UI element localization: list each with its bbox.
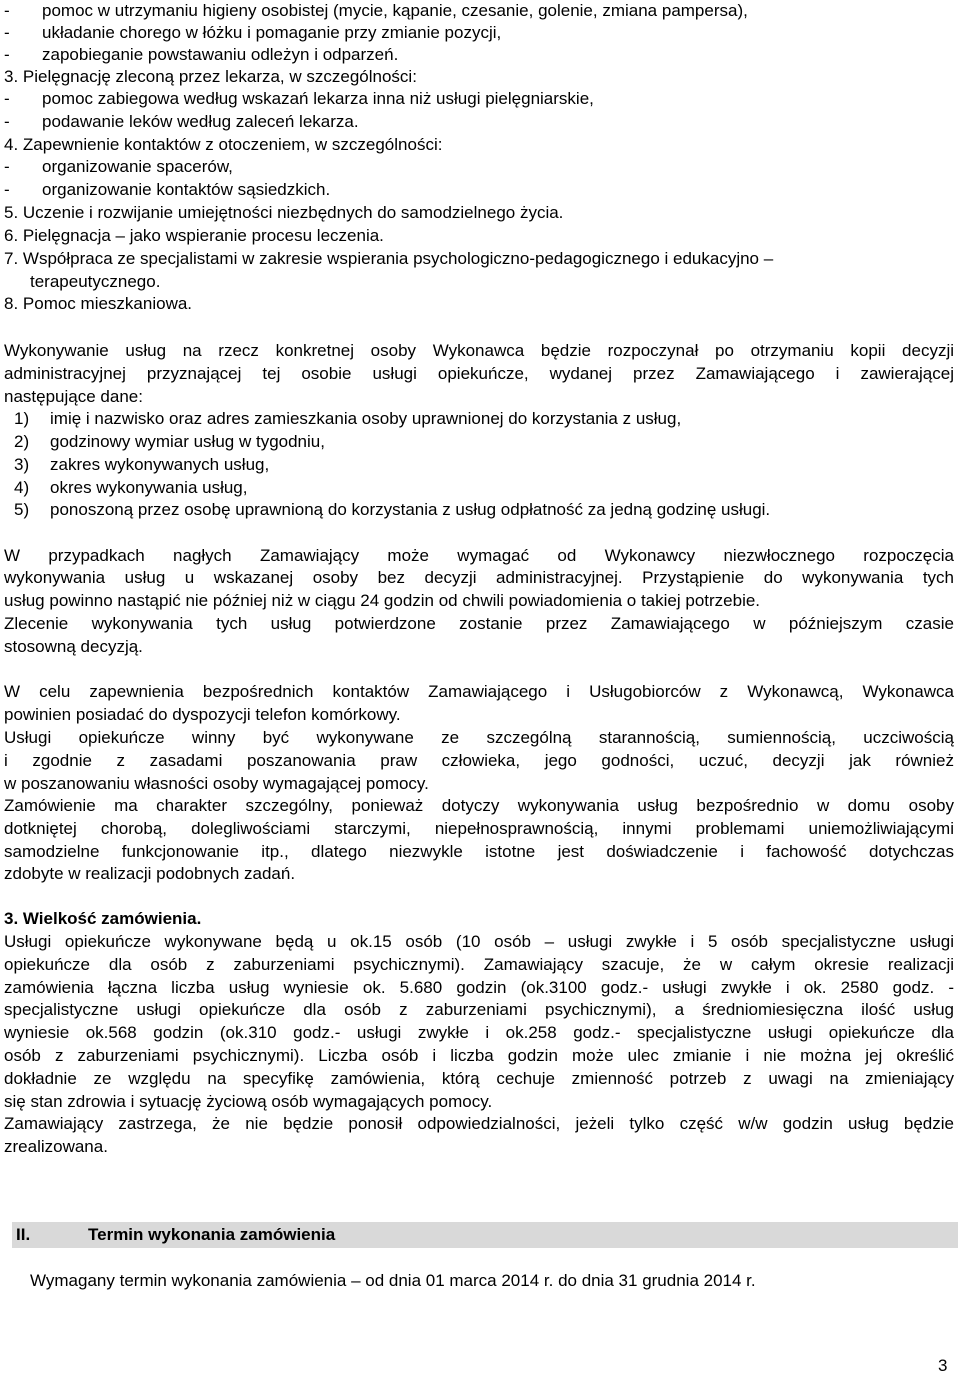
list-item: - pomoc zabiegowa według wskazań lekarza inna niż usługi pielęgniarskie, [4, 89, 594, 108]
bullet-dash: - [4, 112, 10, 131]
paragraph-line: Wykonywanie usług na rzecz konkretnej osoby Wykonawca będzie rozpoczynał po otrzymaniu kopii decyzji [4, 341, 954, 360]
numbered-item: 3) zakres wykonywanych usług, [14, 455, 270, 474]
paragraph-line: dotkniętej chorobą, dolegliwościami starczymi, niepełnosprawnością, innymi problemami uniemożliwiającymi [4, 819, 954, 838]
list-item: - pomoc w utrzymaniu higieny osobistej (mycie, kąpanie, czesanie, golenie, zmiana pampersa), [4, 1, 748, 20]
bullet-dash: - [4, 45, 10, 64]
item8: 8. Pomoc mieszkaniowa. [4, 294, 193, 313]
numbered-item: 1) imię i nazwisko oraz adres zamieszkania osoby uprawnionej do korzystania z usług, [14, 409, 682, 428]
bullet-dash: - [4, 23, 10, 42]
section-header-bar [12, 1222, 958, 1248]
paragraph-line: i zgodnie z zasadami poszanowania praw człowieka, jego godności, uczuć, decyzji jak również [4, 751, 954, 770]
paragraph-line: Zamawiający zastrzega, że nie będzie ponosił odpowiedzialności, jeżeli tylko część w/w godzin usług będzie [4, 1114, 954, 1133]
section-number: II. [16, 1225, 31, 1244]
list-item: - układanie chorego w łóżku i pomaganie przy zmianie pozycji, [4, 23, 502, 42]
bullet-dash: - [4, 1, 10, 20]
section-title: Termin wykonania zamówienia [88, 1225, 336, 1244]
paragraph-line: wyniesie ok.568 godzin (ok.310 godz.- usługi zwykłe i ok.258 godz.- specjalistyczne usługi opiekuńcze dla [4, 1023, 954, 1042]
paragraph-line: wykonywania usług u wskazanej osoby bez decyzji administracyjnej. Przystąpienie do wykonywania tych [4, 568, 954, 587]
list-item: - organizowanie kontaktów sąsiedzkich. [4, 180, 331, 199]
list-item: - zapobieganie powstawaniu odleżyn i odparzeń. [4, 45, 399, 64]
bullet-dash: - [4, 180, 10, 199]
paragraph-line: następujące dane: [4, 387, 143, 406]
item3-title: 3. Pielęgnację zleconą przez lekarza, w szczególności: [4, 67, 417, 86]
item5: 5. Uczenie i rozwijanie umiejętności niezbędnych do samodzielnego życia. [4, 203, 564, 222]
paragraph-line: Zamówienie ma charakter szczególny, ponieważ dotyczy wykonywania usług bezpośrednio w domu osoby [4, 796, 954, 815]
paragraph-line: W celu zapewnienia bezpośrednich kontaktów Zamawiającego i Usługobiorców z Wykonawcą, Wykonawca [4, 682, 954, 701]
paragraph-line: zrealizowana. [4, 1137, 108, 1156]
list-item: - podawanie leków według zaleceń lekarza. [4, 112, 359, 131]
deadline-text: Wymagany termin wykonania zamówienia – od dnia 01 marca 2014 r. do dnia 31 grudnia 2014 r. [30, 1271, 756, 1290]
paragraph-line: w poszanowaniu własności osoby wymagającej pomocy. [4, 774, 429, 793]
item6: 6. Pielęgnacja – jako wspieranie procesu leczenia. [4, 226, 384, 245]
paragraph-line: Usługi opiekuńcze winny być wykonywane ze szczególną starannością, sumiennością, uczciwością [4, 728, 954, 747]
paragraph-line: opiekuńcze dla osób z zaburzeniami psychicznymi). Zamawiający szacuje, że w całym okresie realizacji [4, 955, 954, 974]
item4-title: 4. Zapewnienie kontaktów z otoczeniem, w szczególności: [4, 135, 443, 154]
paragraph-line: dokładnie ze względu na specyfikę zamówienia, którą cechuje zmienność potrzeb z uwagi na zmieniający [4, 1069, 954, 1088]
paragraph-line: zamówienia łączna liczba usług wyniesie ok. 5.680 godzin (ok.3100 godz.- usługi zwykłe i ok. 2580 godz. - [4, 978, 954, 997]
bullet-dash: - [4, 157, 10, 176]
list-item: - organizowanie spacerów, [4, 157, 233, 176]
paragraph-line: samodzielne funkcjonowanie itp., dlatego niezwykle istotne jest doświadczenie i fachowość dotychczas [4, 842, 954, 861]
numbered-item: 2) godzinowy wymiar usług w tygodniu, [14, 432, 325, 451]
paragraph-line: W przypadkach nagłych Zamawiający może wymagać od Wykonawcy niezwłocznego rozpoczęcia [4, 546, 954, 565]
item7-line2: terapeutycznego. [30, 272, 161, 291]
numbered-item: 4) okres wykonywania usług, [14, 478, 248, 497]
paragraph-line: powinien posiadać do dyspozycji telefon komórkowy. [4, 705, 401, 724]
paragraph-line: Usługi opiekuńcze wykonywane będą u ok.15 osób (10 osób – usługi zwykłe i 5 osób specjalistyczne usługi [4, 932, 954, 951]
section-heading: 3. Wielkość zamówienia. [4, 909, 202, 928]
paragraph-line: specjalistyczne usługi opiekuńcze dla osób z zaburzeniami psychicznymi), a średniomiesięczna ilość usług [4, 1000, 954, 1019]
paragraph-line: Zlecenie wykonywania tych usług potwierdzone zostanie przez Zamawiającego w późniejszym czasie [4, 614, 954, 633]
page-number: 3 [938, 1356, 948, 1375]
paragraph-line: usług powinno nastąpić nie później niż w ciągu 24 godzin od chwili powiadomienia o takiej potrzebie. [4, 591, 761, 610]
numbered-item: 5) ponoszoną przez osobę uprawnioną do korzystania z usług odpłatność za jedną godzinę usługi. [14, 500, 771, 519]
item7-line1: 7. Współpraca ze specjalistami w zakresie wspierania psychologiczno-pedagogicznego i edukacyjno – [4, 249, 774, 268]
bullet-dash: - [4, 89, 10, 108]
paragraph-line: administracyjnej przyznającej tej osobie usługi opiekuńcze, wydanej przez Zamawiającego i zawierającej [4, 364, 954, 383]
paragraph-line: osób z zaburzeniami psychicznymi). Liczba osób i liczba godzin może ulec zmianie i nie można jej określić [4, 1046, 954, 1065]
paragraph-line: się stan zdrowia i sytuację życiową osób wymagających pomocy. [4, 1092, 493, 1111]
paragraph-line: stosowną decyzją. [4, 637, 143, 656]
paragraph-line: zdobyte w realizacji podobnych zadań. [4, 864, 296, 883]
